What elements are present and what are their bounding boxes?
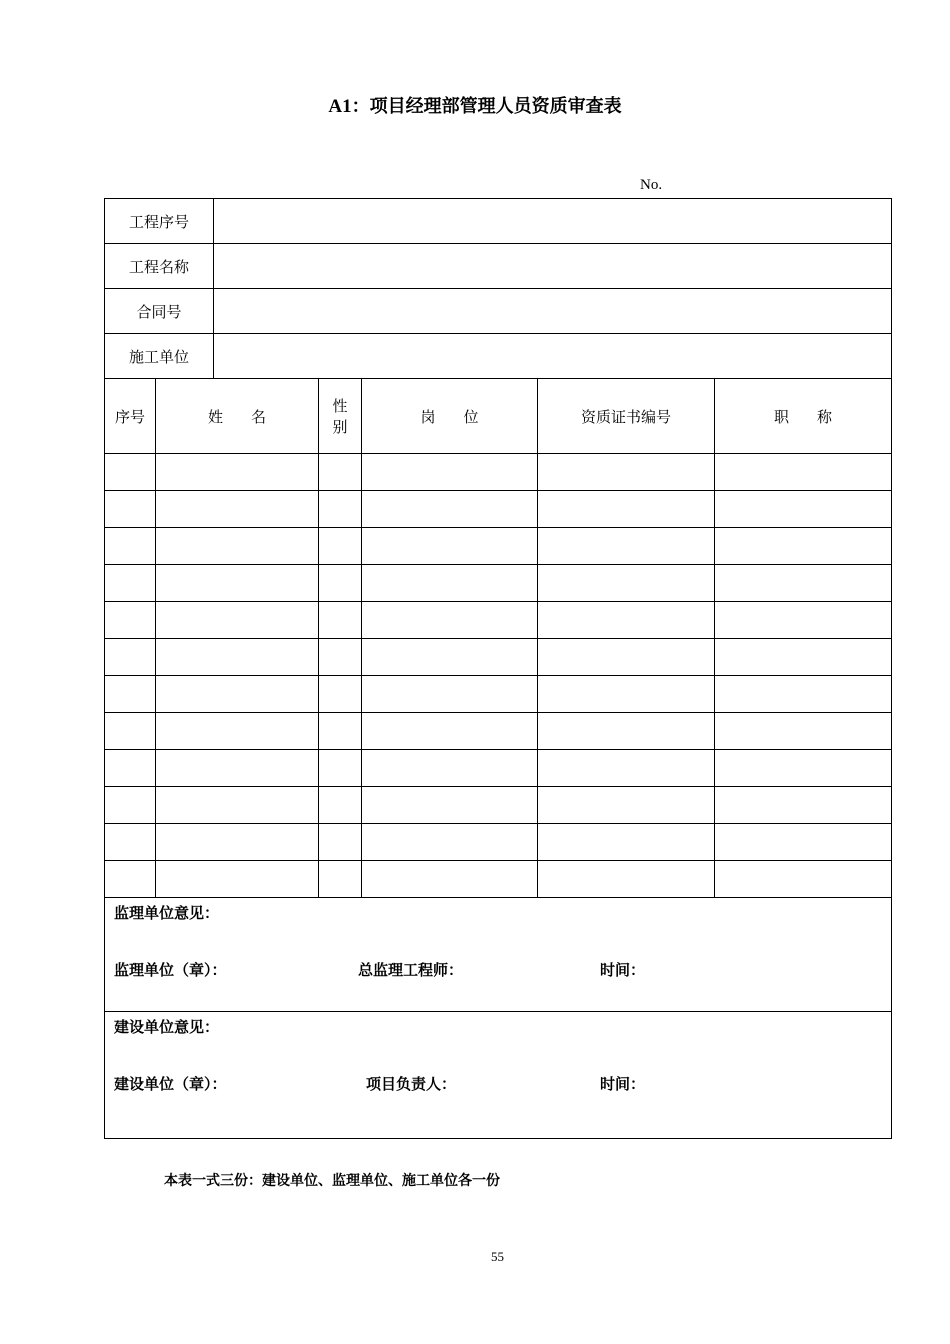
project-leader-label: 项目负责人： [366, 1075, 457, 1093]
cell-seq[interactable] [105, 713, 156, 750]
cell-post[interactable] [362, 602, 538, 639]
info-value-field[interactable] [214, 244, 892, 289]
cell-gender[interactable] [319, 528, 362, 565]
cell-seq[interactable] [105, 528, 156, 565]
cell-name[interactable] [156, 491, 319, 528]
cell-cert[interactable] [538, 676, 715, 713]
table-row [105, 676, 892, 713]
cell-gender[interactable] [319, 676, 362, 713]
construction-opinion-heading: 建设单位意见： [114, 1018, 220, 1036]
cell-title[interactable] [715, 787, 892, 824]
cell-gender[interactable] [319, 639, 362, 676]
info-label: 工程名称 [105, 244, 214, 289]
cell-name[interactable] [156, 713, 319, 750]
cell-seq[interactable] [105, 824, 156, 861]
supervision-time-label: 时间： [600, 961, 646, 979]
column-header-row [105, 379, 892, 454]
cell-title[interactable] [715, 713, 892, 750]
cell-gender[interactable] [319, 602, 362, 639]
cell-seq[interactable] [105, 602, 156, 639]
col-header-post: 岗位 [362, 379, 538, 454]
cell-cert[interactable] [538, 787, 715, 824]
col-header-name: 姓名 [156, 379, 319, 454]
col-header-seq: 序号 [105, 379, 156, 454]
cell-name[interactable] [156, 565, 319, 602]
cell-gender[interactable] [319, 861, 362, 898]
qualification-form-table [104, 198, 892, 1139]
cell-name[interactable] [156, 454, 319, 491]
distribution-note: 本表一式三份：建设单位、监理单位、施工单位各一份 [164, 1173, 500, 1189]
cell-cert[interactable] [538, 491, 715, 528]
cell-gender[interactable] [319, 824, 362, 861]
table-row [105, 750, 892, 787]
cell-seq[interactable] [105, 861, 156, 898]
construction-time-label: 时间： [600, 1075, 646, 1093]
info-row-contract-no [105, 289, 892, 334]
cell-name[interactable] [156, 787, 319, 824]
cell-post[interactable] [362, 861, 538, 898]
cell-post[interactable] [362, 491, 538, 528]
cell-gender[interactable] [319, 565, 362, 602]
cell-title[interactable] [715, 491, 892, 528]
info-row-project-seq [105, 199, 892, 244]
cell-title[interactable] [715, 750, 892, 787]
cell-seq[interactable] [105, 750, 156, 787]
cell-title[interactable] [715, 861, 892, 898]
supervision-unit-seal-label: 监理单位（章）： [114, 961, 227, 979]
cell-post[interactable] [362, 528, 538, 565]
table-row [105, 824, 892, 861]
cell-title[interactable] [715, 454, 892, 491]
cell-seq[interactable] [105, 639, 156, 676]
construction-opinion-row [105, 1012, 892, 1139]
cell-name[interactable] [156, 528, 319, 565]
cell-cert[interactable] [538, 602, 715, 639]
cell-post[interactable] [362, 676, 538, 713]
table-row [105, 713, 892, 750]
cell-seq[interactable] [105, 565, 156, 602]
col-header-cert: 资质证书编号 [538, 379, 715, 454]
cell-title[interactable] [715, 639, 892, 676]
construction-unit-seal-label: 建设单位（章）： [114, 1075, 227, 1093]
cell-cert[interactable] [538, 713, 715, 750]
col-header-gender-line1: 性 [332, 397, 348, 415]
cell-name[interactable] [156, 750, 319, 787]
cell-post[interactable] [362, 639, 538, 676]
col-header-title: 职称 [715, 379, 892, 454]
cell-name[interactable] [156, 861, 319, 898]
cell-gender[interactable] [319, 750, 362, 787]
construction-opinion-field[interactable] [105, 1012, 892, 1139]
form-title-text: ：项目经理部管理人员资质审查表 [351, 96, 622, 117]
info-value-field[interactable] [214, 334, 892, 379]
form-number-label: No. [640, 177, 663, 193]
table-row [105, 454, 892, 491]
cell-gender[interactable] [319, 713, 362, 750]
info-row-contractor [105, 334, 892, 379]
cell-name[interactable] [156, 602, 319, 639]
page-number: 55 [491, 1249, 504, 1264]
cell-cert[interactable] [538, 565, 715, 602]
cell-title[interactable] [715, 676, 892, 713]
cell-post[interactable] [362, 787, 538, 824]
cell-gender[interactable] [319, 454, 362, 491]
cell-gender[interactable] [319, 787, 362, 824]
cell-title[interactable] [715, 602, 892, 639]
cell-seq[interactable] [105, 454, 156, 491]
info-label: 合同号 [105, 289, 214, 334]
table-row [105, 602, 892, 639]
cell-name[interactable] [156, 639, 319, 676]
supervision-opinion-row [105, 898, 892, 1012]
cell-seq[interactable] [105, 787, 156, 824]
cell-post[interactable] [362, 713, 538, 750]
cell-post[interactable] [362, 750, 538, 787]
col-header-gender-line2: 别 [332, 418, 348, 436]
cell-cert[interactable] [538, 528, 715, 565]
supervision-opinion-heading: 监理单位意见： [114, 904, 220, 922]
cell-seq[interactable] [105, 491, 156, 528]
table-row [105, 491, 892, 528]
cell-post[interactable] [362, 824, 538, 861]
col-header-gender [319, 379, 362, 454]
cell-title[interactable] [715, 565, 892, 602]
table-row [105, 639, 892, 676]
info-label: 施工单位 [105, 334, 214, 379]
page-title [0, 92, 950, 118]
cell-cert[interactable] [538, 824, 715, 861]
cell-title[interactable] [715, 824, 892, 861]
supervision-opinion-field[interactable] [105, 898, 892, 1012]
info-value-field[interactable] [214, 289, 892, 334]
cell-name[interactable] [156, 824, 319, 861]
cell-cert[interactable] [538, 861, 715, 898]
cell-post[interactable] [362, 565, 538, 602]
form-code: A1 [328, 96, 352, 117]
cell-cert[interactable] [538, 639, 715, 676]
info-value-field[interactable] [214, 199, 892, 244]
cell-gender[interactable] [319, 491, 362, 528]
cell-name[interactable] [156, 676, 319, 713]
cell-cert[interactable] [538, 454, 715, 491]
table-row [105, 528, 892, 565]
cell-post[interactable] [362, 454, 538, 491]
cell-seq[interactable] [105, 676, 156, 713]
cell-cert[interactable] [538, 750, 715, 787]
chief-engineer-label: 总监理工程师： [358, 961, 464, 979]
info-label: 工程序号 [105, 199, 214, 244]
cell-title[interactable] [715, 528, 892, 565]
table-row [105, 861, 892, 898]
table-row [105, 787, 892, 824]
info-row-project-name [105, 244, 892, 289]
table-row [105, 565, 892, 602]
